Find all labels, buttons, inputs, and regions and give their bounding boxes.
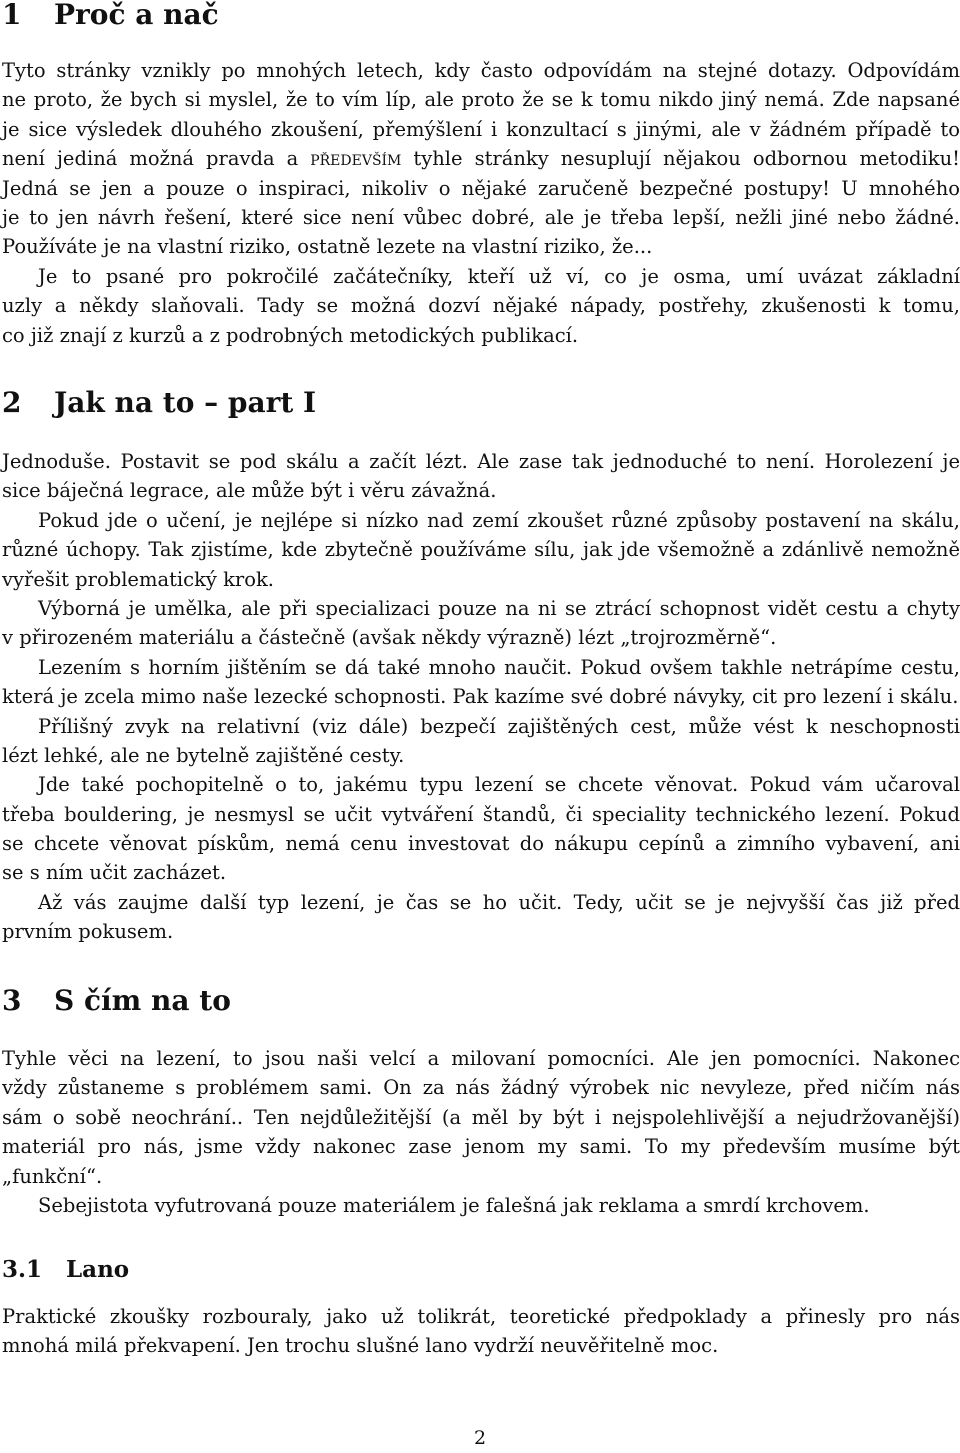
text-line: Pokud jde o učení, je nejlépe si nízko nad zemí zkoušet různé způsoby postavení na skálu, (38, 508, 960, 532)
text-line: vždy zůstaneme s problémem sami. On za nás žádný výrobek nic nevyleze, před ničím nás (2, 1076, 960, 1100)
text-line: Je to psané pro pokročilé začátečníky, kteří už ví, co je osma, umí uvázat základní (38, 264, 960, 288)
text-line: Praktické zkoušky rozbouraly, jako už tolikrát, teoretické předpoklady a přinesly pro nás (2, 1305, 960, 1328)
page-number: 2 (473, 1427, 487, 1449)
section-title: Proč a nač (54, 0, 219, 31)
text-fragment: není jediná možná pravda a (2, 147, 311, 171)
text-line: Jedná se jen a pouze o inspiraci, nikoliv o nějaké zaručeně bezpečné postupy! U mnohého (2, 176, 960, 200)
section-2-body (2, 447, 960, 947)
text-line: Až vás zaujme další typ lezení, je čas se ho učit. Tedy, učit se je nejvyšší čas již před (38, 890, 960, 914)
text-line: Jednoduše. Postavit se pod skálu a začít lézt. Ale zase tak jednoduché to není. Horolezení je (2, 450, 960, 473)
section-3-body (2, 1044, 960, 1220)
section-1-body (2, 56, 960, 350)
text-line: je to jen návrh řešení, které sice není vůbec dobré, ale je třeba lepší, nežli jiné nebo žádné. (2, 205, 960, 229)
text-line: mnohá milá překvapení. Jen trochu slušné lano vydrží neuvěřitelně moc. (2, 1334, 719, 1358)
text-line: „funkční“. (2, 1164, 103, 1188)
text-line: sice báječná legrace, ale může být i věru závažná. (2, 479, 497, 503)
text-line: Výborná je umělka, ale při specializaci pouze na ni se ztrácí schopnost vidět cestu a chyty (38, 596, 960, 620)
text-line: Používáte je na vlastní riziko, ostatně lezete na vlastní riziko, že... (2, 235, 653, 259)
text-line: různé úchopy. Tak zjistíme, kde zbytečně používáme sílu, jak jde všemožně a zdánlivě nemožně (2, 538, 960, 562)
section-number: 2 (2, 386, 22, 419)
text-line: vyřešit problematický krok. (2, 567, 275, 591)
text-line: je sice výsledek dlouhého zkoušení, přemýšlení i konzultací s jinými, ale v žádném případě to (2, 117, 960, 141)
section-number: 3 (2, 984, 22, 1017)
section-heading-3 (2, 986, 231, 1015)
section-heading-2 (2, 388, 316, 417)
section-number: 1 (2, 0, 22, 31)
text-line: uzly a někdy slaňovali. Tady se možná dozví nějaké nápady, postřehy, zkušenosti k tomu, (2, 294, 960, 318)
section-title: Jak na to – part I (54, 386, 317, 419)
text-line: Jde také pochopitelně o to, jakému typu lezení se chcete věnovat. Pokud vám učaroval (38, 773, 960, 797)
text-line: lézt lehké, ale ne bytelně zajištěné cesty. (2, 743, 405, 767)
subsection-3-1-body (2, 1302, 960, 1361)
text-line: prvním pokusem. (2, 920, 174, 944)
text-line: ne proto, že bych si myslel, že to vím líp, ale proto že se k tomu nikdo jiný nemá. Zde napsané (2, 88, 960, 112)
text-line: Tyto stránky vznikly po mnohých letech, kdy často odpovídám na stejné dotazy. Odpovídám (2, 59, 960, 82)
text-line: materiál pro nás, jsme vždy nakonec zase jenom my sami. To my především musíme být (2, 1135, 960, 1159)
subsection-heading-3-1 (2, 1255, 129, 1284)
text-line: třeba bouldering, je nesmysl se učit vytváření štandů, či speciality technického lezení. Pokud (2, 802, 960, 826)
text-line: v přirozeném materiálu a částečně (avšak někdy výrazně) lézt „trojrozměrně“. (2, 626, 777, 650)
text-line: Lezením s horním jištěním se dá také mnoho naučit. Pokud ovšem takhle netrápíme cestu, (38, 655, 960, 679)
text-line: sám o sobě neochrání.. Ten nejdůležitější (a měl by být i nejspolehlivější a nejudržovanější) (2, 1105, 960, 1129)
section-heading-1 (2, 0, 219, 29)
text-line: se s ním učit zacházet. (2, 861, 227, 885)
section-title: S čím na to (54, 984, 231, 1017)
text-line: Sebejistota vyfutrovaná pouze materiálem je falešná jak reklama a smrdí krchovem. (38, 1193, 870, 1217)
text-line: se chcete věnovat pískům, nemá cenu investovat do nákupu cepínů a zimního vybavení, ani (2, 832, 960, 856)
section-number: 3.1 (2, 1256, 43, 1283)
emphasis-smallcaps: především (310, 147, 402, 171)
text-line: Přílišný zvyk na relativní (viz dále) bezpečí zajištěných cest, může vést k neschopnosti (38, 714, 960, 738)
text-line (2, 144, 960, 173)
text-line: co již znají z kurzů a z podrobných metodických publikací. (2, 323, 579, 347)
section-title: Lano (66, 1256, 130, 1283)
text-line: která je zcela mimo naše lezecké schopnosti. Pak kazíme své dobré návyky, cit pro lezení i skálu. (2, 685, 959, 709)
text-line: Tyhle věci na lezení, to jsou naši velcí a milovaní pomocníci. Ale jen pomocníci. Nakonec (2, 1047, 960, 1070)
text-fragment: tyhle stránky nesuplují nějakou odbornou metodiku! (401, 147, 960, 171)
